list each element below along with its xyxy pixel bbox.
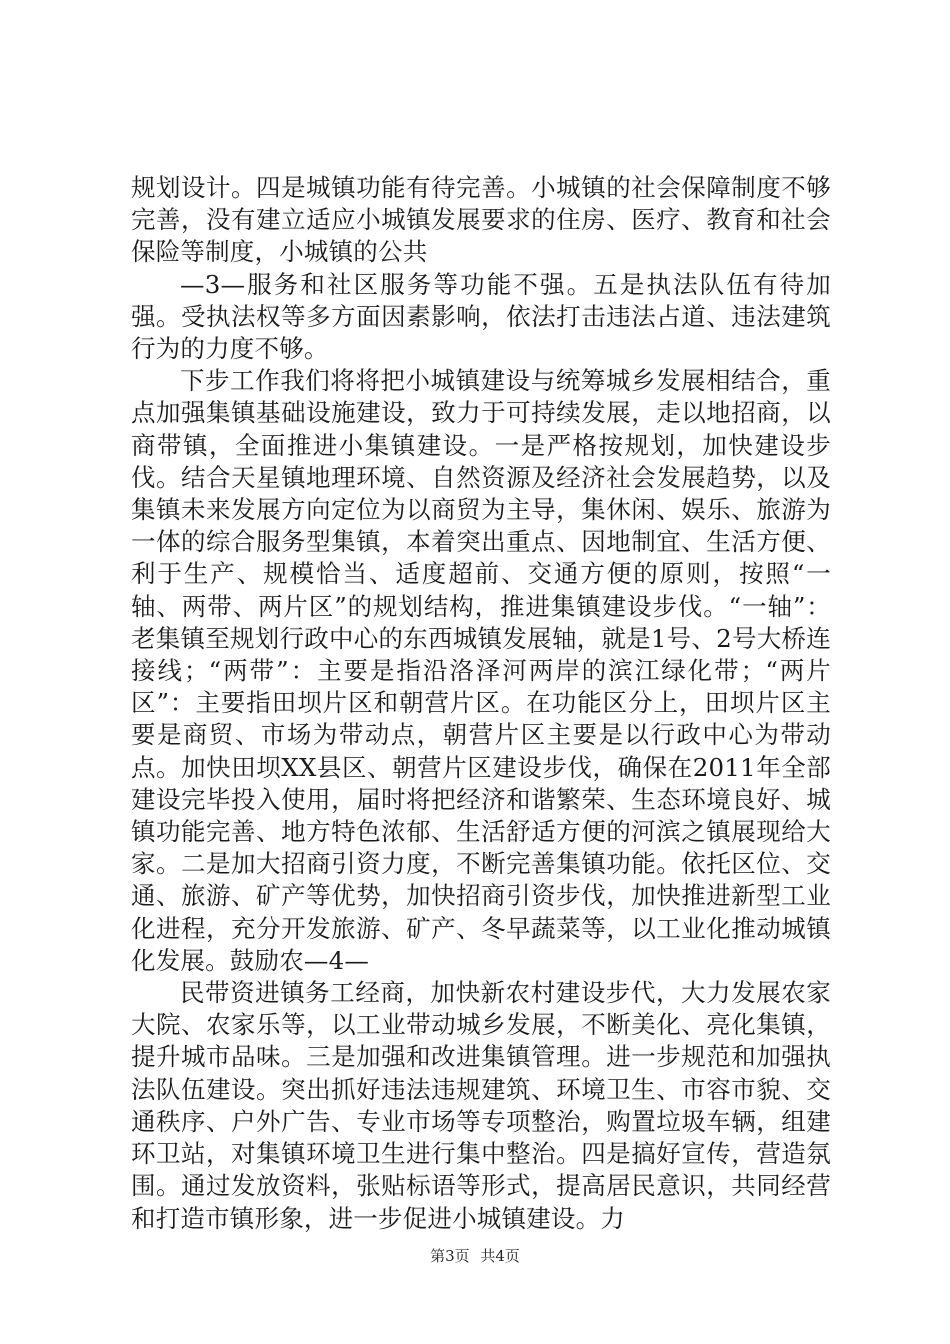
- paragraph-2: —3—服务和社区服务等功能不强。五是执法队伍有待加强。受执法权等多方面因素影响，依法打击违法占道、违法建筑行为的力度不够。: [131, 269, 831, 364]
- document-body: [131, 172, 831, 1235]
- paragraph-3: 下步工作我们将将把小城镇建设与统筹城乡发展相结合，重点加强集镇基础设施建设，致力于可持续发展，走以地招商，以商带镇，全面推进小集镇建设。一是严格按规划，加快建设步伐。结合天星镇地理环境、自然资源及经济社会发展趋势，以及集镇未来发展方向定位为以商贸为主导，集休闲、娱乐、旅游为一体的综合服务型集镇，本着突出重点、因地制宜、生活方便、利于生产、规模恰当、适度超前、交通方便的原则，按照“一轴、两带、两片区”的规划结构，推进集镇建设步伐。“一轴”：老集镇至规划行政中心的东西城镇发展轴，就是1号、2号大桥连接线；“两带”：主要是指沿洛泽河两岸的滨江绿化带；“两片区”：主要指田坝片区和朝营片区。在功能区分上，田坝片区主要是商贸、市场为带动点，朝营片区主要是以行政中心为带动点。加快田坝XX县区、朝营片区建设步伐，确保在2011年全部建设完毕投入使用，届时将把经济和谐繁荣、生态环境良好、城镇功能完善、地方特色浓郁、生活舒适方便的河滨之镇展现给大家。二是加大招商引资力度，不断完善集镇功能。依托区位、交通、旅游、矿产等优势，加快招商引资步伐，加快推进新型工业化进程，充分开发旅游、矿产、冬早蔬菜等，以工业化推动城镇化发展。鼓励农—4—: [131, 366, 831, 975]
- page-footer: [0, 1245, 950, 1266]
- page-number: 第3页: [430, 1247, 470, 1265]
- paragraph-4: 民带资进镇务工经商，加快新农村建设步代，大力发展农家大院、农家乐等，以工业带动城乡发展，不断美化、亮化集镇，提升城市品味。三是加强和改进集镇管理。进一步规范和加强执法队伍建设。突出抓好违法违规建筑、环境卫生、市容市貌、交通秩序、户外广告、专业市场等专项整治，购置垃圾车辆，组建环卫站，对集镇环境卫生进行集中整治。四是搞好宣传，营造氛围。通过发放资料，张贴标语等形式，提高居民意识，共同经营和打造市镇形象，进一步促进小城镇建设。力: [131, 978, 831, 1233]
- total-pages: 共4页: [480, 1247, 520, 1265]
- paragraph-1: 规划设计。四是城镇功能有待完善。小城镇的社会保障制度不够完善，没有建立适应小城镇发展要求的住房、医疗、教育和社会保险等制度，小城镇的公共: [131, 173, 831, 267]
